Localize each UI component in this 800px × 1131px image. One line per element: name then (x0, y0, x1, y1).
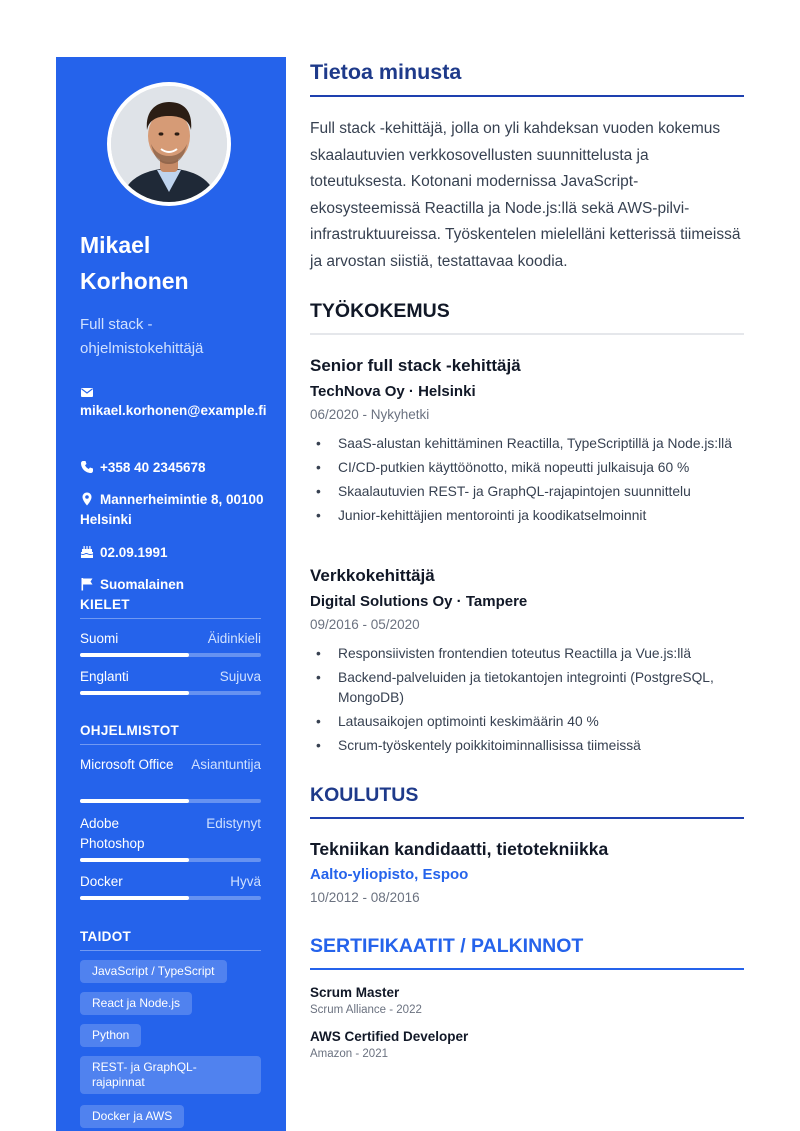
job-bullet-text: • Latausaikojen optimointi keskimäärin 40 % (338, 714, 599, 729)
language-bar (80, 653, 261, 657)
software-bar-fill (80, 799, 189, 803)
software-name: Docker (80, 874, 123, 889)
name-first: Mikael (80, 232, 151, 258)
job-bullet (310, 736, 744, 756)
profile-photo (107, 82, 231, 206)
about-heading: Tietoa minusta (310, 60, 744, 97)
software-bar-fill (80, 896, 189, 900)
contact-nationality (80, 575, 270, 595)
envelope-icon (80, 385, 94, 399)
software-level: Asiantuntija (191, 757, 261, 772)
job-bullet (310, 668, 744, 708)
experience-heading: TYÖKOKEMUS (310, 300, 744, 335)
software-bar (80, 858, 261, 862)
software-heading: OHJELMISTOT (80, 723, 261, 745)
birthdate-text: 02.09.1991 (100, 545, 168, 560)
contact-email[interactable] (80, 385, 270, 421)
job-bullet (310, 644, 744, 664)
skill-tag: React ja Node.js (80, 992, 192, 1015)
job-bullets (310, 644, 744, 760)
job-bullet (310, 482, 744, 502)
job-bullet (310, 458, 744, 478)
education-degree: Tekniikan kandidaatti, tietotekniikka (310, 839, 609, 859)
software-level: Edistynyt (206, 816, 261, 831)
contact-address (80, 490, 270, 530)
contact-phone[interactable] (80, 458, 270, 478)
job-bullet-text: • CI/CD-putkien käyttöönotto, mikä nopeutti julkaisuja 60 % (338, 460, 690, 475)
software-name: Microsoft Office (80, 757, 174, 772)
job-company: Digital Solutions Oy · Tampere (310, 593, 528, 610)
job-bullet (310, 434, 744, 454)
certificates-heading: SERTIFIKAATIT / PALKINNOT (310, 935, 744, 970)
education-school: Aalto-yliopisto, Espoo (310, 866, 469, 883)
birthday-cake-icon (80, 545, 94, 559)
education-dates: 10/2012 - 08/2016 (310, 890, 420, 905)
education-heading: KOULUTUS (310, 784, 744, 819)
software-bar (80, 896, 261, 900)
job-dates: 06/2020 - Nykyhetki (310, 407, 430, 422)
skill-tag: REST- ja GraphQL-rajapinnat (80, 1056, 261, 1094)
languages-heading: KIELET (80, 597, 261, 619)
language-bar (80, 691, 261, 695)
certificate-meta: Scrum Alliance - 2022 (310, 1004, 422, 1016)
language-level: Äidinkieli (207, 631, 261, 646)
job-bullets (310, 434, 744, 530)
email-text: mikael.korhonen@example.fi (80, 403, 267, 418)
phone-icon (80, 460, 94, 474)
phone-text: +358 40 2345678 (100, 460, 206, 475)
avatar (111, 86, 227, 202)
job-bullet-text: • Scrum-työskentely poikkitoiminnallisissa tiimeissä (338, 738, 641, 753)
job-bullet (310, 506, 744, 526)
software-level: Hyvä (230, 874, 261, 889)
job-bullet (310, 712, 744, 732)
skills-heading: TAIDOT (80, 929, 261, 951)
nationality-text: Suomalainen (100, 577, 185, 592)
job-bullet-text: • Responsiivisten frontendien toteutus Reactilla ja Vue.js:llä (338, 646, 692, 661)
about-text: Full stack -kehittäjä, jolla on yli kahdeksan vuoden kokemus skaalautuvien verkkosovellusten suunnittelusta ja toteutuksesta. Kotonani modernissa JavaScript-ekosysteemissä Reactilla ja Node.js:llä sekä AWS-pilvi-infrastruktuureissa. Työskentelen mielelläni ketterissä tiimeissä ja arvostan siistiä, testattavaa koodia. (310, 120, 741, 270)
certificate-meta: Amazon - 2021 (310, 1048, 388, 1060)
flag-icon (80, 577, 94, 591)
contact-birthdate (80, 543, 270, 563)
address-text: Mannerheimintie 8, 00100 Helsinki (80, 492, 264, 527)
map-pin-icon (80, 492, 94, 506)
software-name: Adobe Photoshop (80, 816, 145, 851)
job-bullet-text: • Backend-palveluiden ja tietokantojen integrointi (PostgreSQL, MongoDB) (338, 670, 714, 705)
job-role: Full stack - ohjelmistokehittäjä (80, 316, 204, 357)
name-last: Korhonen (80, 268, 189, 294)
certificate-name: Scrum Master (310, 985, 400, 1000)
skill-tag: Docker ja AWS (80, 1105, 184, 1128)
candidate-name (80, 227, 270, 299)
job-bullet-text: • Skaalautuvien REST- ja GraphQL-rajapintojen suunnittelu (338, 484, 691, 499)
sidebar (56, 57, 286, 1131)
language-name: Suomi (80, 631, 119, 646)
job-title: Senior full stack -kehittäjä (310, 356, 521, 375)
software-bar-fill (80, 858, 189, 862)
language-bar-fill (80, 653, 189, 657)
certificate-name: AWS Certified Developer (310, 1029, 469, 1044)
job-title: Verkkokehittäjä (310, 566, 435, 585)
job-dates: 09/2016 - 05/2020 (310, 617, 420, 632)
skill-tag: Python (80, 1024, 141, 1047)
language-name: Englanti (80, 669, 129, 684)
language-level: Sujuva (219, 669, 261, 684)
job-bullet-text: SaaS-alustan kehittäminen Reactilla, TypeScriptillä ja Node.js:llä (338, 436, 732, 451)
software-bar (80, 799, 261, 803)
skill-tag: JavaScript / TypeScript (80, 960, 227, 983)
job-company: TechNova Oy · Helsinki (310, 383, 476, 400)
job-bullet-text: • Junior-kehittäjien mentorointi ja koodikatselmoinnit (338, 508, 647, 523)
language-bar-fill (80, 691, 189, 695)
